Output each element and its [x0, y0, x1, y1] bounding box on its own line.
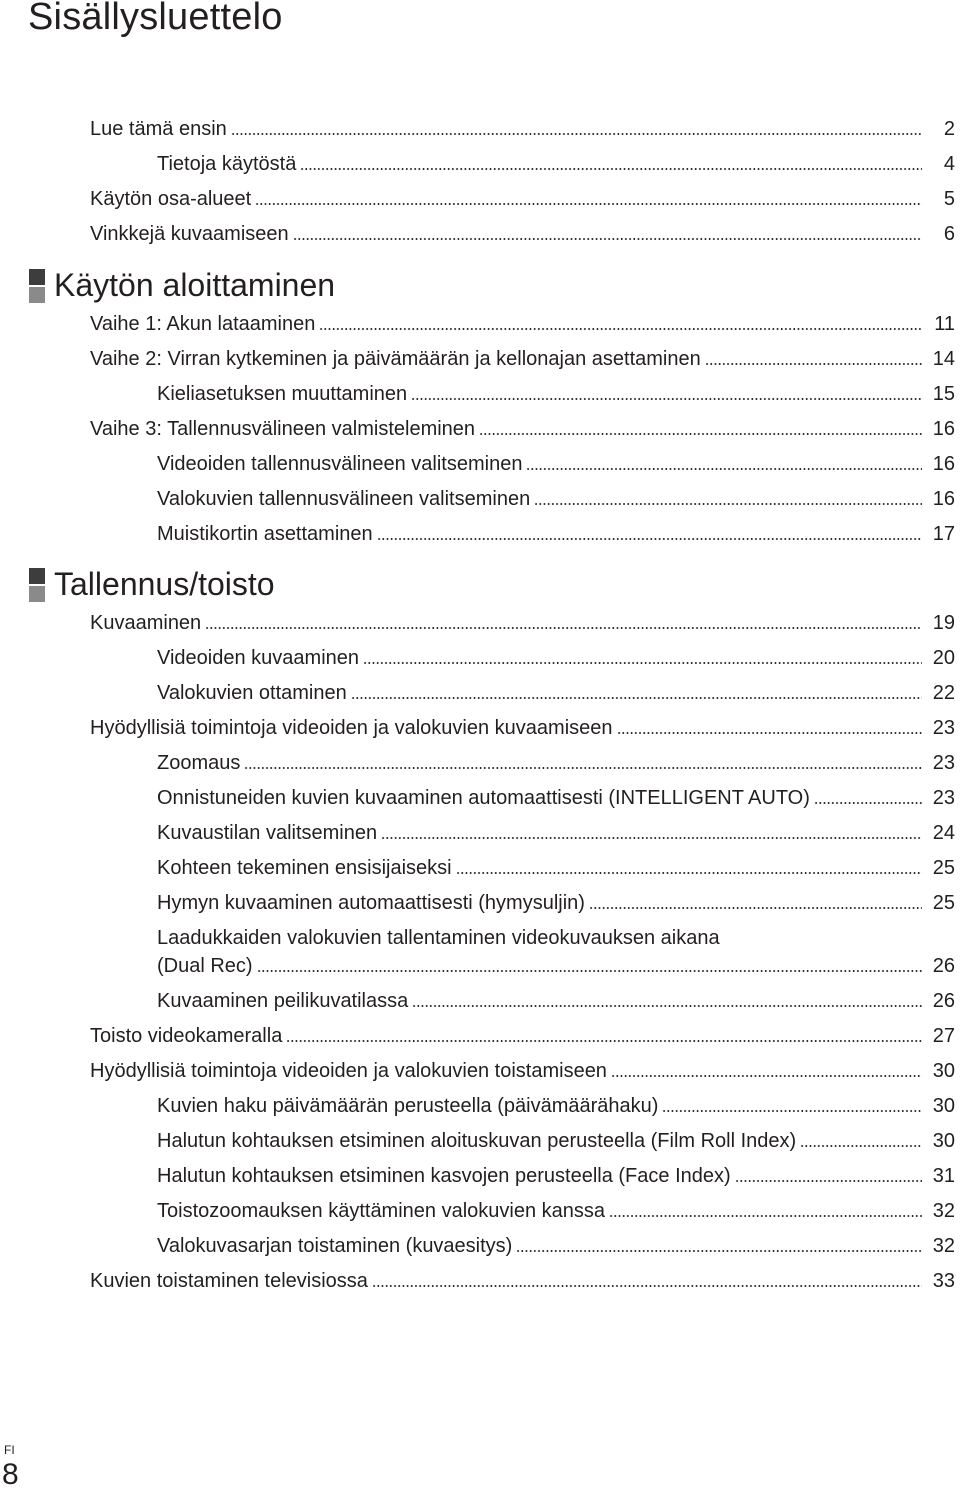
toc-page-number: 5 [943, 188, 955, 210]
dot-leader [293, 238, 922, 240]
toc-entry-label: Valokuvasarjan toistaminen (kuvaesitys) [157, 1235, 513, 1257]
toc-entry[interactable] [0, 1196, 960, 1226]
toc-page-number: 16 [932, 418, 955, 440]
toc-entry-label: Kuvien haku päivämäärän perusteella (päivämäärähaku) [157, 1095, 659, 1117]
dot-leader [381, 837, 922, 839]
toc-page-number: 4 [943, 153, 955, 175]
toc-page-number: 22 [932, 682, 955, 704]
toc-page-number: 25 [932, 857, 955, 879]
toc-entry[interactable] [0, 888, 960, 918]
dot-leader [611, 1075, 922, 1077]
toc-section-heading [0, 564, 960, 604]
dot-leader [589, 907, 922, 909]
dot-leader [411, 398, 922, 400]
toc-page-number: 14 [932, 348, 955, 370]
toc-page-number: 15 [932, 383, 955, 405]
toc-entry-label: Muistikortin asettaminen [157, 523, 373, 545]
toc-entry[interactable] [0, 449, 960, 479]
dot-leader [372, 1285, 922, 1287]
toc-entry-label: Vaihe 2: Virran kytkeminen ja päivämäärän ja kellonajan asettaminen [90, 348, 701, 370]
toc-page-number: 32 [932, 1235, 955, 1257]
section-title: Käytön aloittaminen [54, 267, 336, 303]
dot-leader [534, 503, 922, 505]
toc-page-number: 30 [932, 1095, 955, 1117]
footer-language-code: FI [4, 1443, 15, 1457]
toc-entry-label: Halutun kohtauksen etsiminen kasvojen perusteella (Face Index) [157, 1165, 731, 1187]
toc-entry[interactable] [0, 379, 960, 409]
toc-page-number: 27 [932, 1025, 955, 1047]
toc-entry-label: Kuvien toistaminen televisiossa [90, 1270, 368, 1292]
toc-page-number: 20 [932, 647, 955, 669]
section-marker-icon [29, 568, 45, 602]
dot-leader [526, 468, 922, 470]
toc-entry[interactable] [0, 713, 960, 743]
dot-leader [479, 433, 922, 435]
toc-entry[interactable] [0, 678, 960, 708]
toc-entry-label: Laadukkaiden valokuvien tallentaminen videokuvauksen aikana [157, 927, 720, 949]
toc-entry-label: Vaihe 3: Tallennusvälineen valmisteleminen [90, 418, 476, 440]
toc-entry[interactable] [0, 414, 960, 444]
toc-entry[interactable] [0, 114, 960, 144]
toc-entry-label-continuation: (Dual Rec) [157, 955, 253, 977]
toc-entry-label: Toistozoomauksen käyttäminen valokuvien kanssa [157, 1200, 606, 1222]
toc-entry-label: Videoiden tallennusvälineen valitseminen [157, 453, 523, 475]
footer-page-number: 8 [2, 1458, 19, 1491]
toc-entry-label: Valokuvien ottaminen [157, 682, 347, 704]
dot-leader [257, 970, 922, 972]
toc-entry-label: Kieliasetuksen muuttaminen [157, 383, 408, 405]
toc-entry-label: Tietoja käytöstä [157, 153, 297, 175]
dot-leader [255, 203, 922, 205]
toc-entry-label: Kohteen tekeminen ensisijaiseksi [157, 857, 452, 879]
toc-entry[interactable] [0, 519, 960, 549]
toc-entry-label: Kuvaaminen peilikuvatilassa [157, 990, 409, 1012]
toc-entry[interactable] [0, 484, 960, 514]
toc-page-number: 26 [932, 955, 955, 977]
dot-leader [412, 1005, 922, 1007]
dot-leader [244, 767, 922, 769]
toc-entry[interactable] [0, 748, 960, 778]
toc-entry[interactable] [0, 1126, 960, 1156]
dot-leader [300, 168, 922, 170]
toc-page-number: 30 [932, 1060, 955, 1082]
toc-entry-label: Zoomaus [157, 752, 241, 774]
toc-page-number: 16 [932, 488, 955, 510]
dot-leader [205, 627, 922, 629]
dot-leader [735, 1180, 922, 1182]
toc-entry-label: Videoiden kuvaaminen [157, 647, 360, 669]
toc-entry[interactable] [0, 923, 960, 985]
toc-page-number: 24 [932, 822, 955, 844]
toc-entry[interactable] [0, 219, 960, 249]
toc-entry[interactable] [0, 1161, 960, 1191]
toc-page-number: 26 [932, 990, 955, 1012]
toc-entry[interactable] [0, 1056, 960, 1086]
toc-page-number: 33 [932, 1270, 955, 1292]
toc-entry[interactable] [0, 1266, 960, 1296]
toc-entry[interactable] [0, 309, 960, 339]
dot-leader [319, 328, 922, 330]
dot-leader [351, 697, 922, 699]
toc-entry[interactable] [0, 1231, 960, 1261]
toc-entry-label: Lue tämä ensin [90, 118, 227, 140]
toc-entry[interactable] [0, 853, 960, 883]
dot-leader [363, 662, 922, 664]
toc-entry[interactable] [0, 1091, 960, 1121]
toc-page-number: 2 [943, 118, 955, 140]
toc-entry-label: Kuvaaminen [90, 612, 202, 634]
toc-entry[interactable] [0, 184, 960, 214]
toc-entry[interactable] [0, 608, 960, 638]
toc-page-number: 11 [934, 313, 955, 335]
toc-section-heading [0, 265, 960, 305]
toc-entry-label: Kuvaustilan valitseminen [157, 822, 378, 844]
toc-entry[interactable] [0, 149, 960, 179]
dot-leader [617, 732, 922, 734]
section-title: Tallennus/toisto [54, 566, 275, 602]
page-title: Sisällysluettelo [28, 0, 283, 38]
toc-page-number: 25 [932, 892, 955, 914]
toc-page-number: 23 [932, 787, 955, 809]
toc-entry[interactable] [0, 818, 960, 848]
toc-page-number: 32 [932, 1200, 955, 1222]
toc-page-number: 17 [932, 523, 955, 545]
toc-entry-label: Vaihe 1: Akun lataaminen [90, 313, 316, 335]
toc-entry[interactable] [0, 1021, 960, 1051]
toc-page-number: 30 [932, 1130, 955, 1152]
toc-page-number: 16 [932, 453, 955, 475]
toc-entry-label: Halutun kohtauksen etsiminen aloituskuvan perusteella (Film Roll Index) [157, 1130, 797, 1152]
dot-leader [456, 872, 922, 874]
toc-page-number: 31 [932, 1165, 955, 1187]
dot-leader [377, 538, 922, 540]
toc-page-number: 23 [932, 752, 955, 774]
toc-entry[interactable] [0, 643, 960, 673]
toc-entry[interactable] [0, 986, 960, 1016]
toc-entry-label: Hyödyllisiä toimintoja videoiden ja valokuvien toistamiseen [90, 1060, 607, 1082]
toc-entry-label: Toisto videokameralla [90, 1025, 283, 1047]
toc-entry[interactable] [0, 783, 960, 813]
dot-leader [662, 1110, 922, 1112]
toc-entry-label: Vinkkejä kuvaamiseen [90, 223, 289, 245]
dot-leader [800, 1145, 922, 1147]
dot-leader [231, 133, 922, 135]
dot-leader [609, 1215, 922, 1217]
dot-leader [705, 363, 922, 365]
toc-entry-label: Käytön osa-alueet [90, 188, 252, 210]
toc-entry-label: Valokuvien tallennusvälineen valitseminen [157, 488, 531, 510]
dot-leader [814, 802, 922, 804]
toc-entry[interactable] [0, 344, 960, 374]
toc-entry-label: Hyödyllisiä toimintoja videoiden ja valokuvien kuvaamiseen [90, 717, 613, 739]
dot-leader [286, 1040, 922, 1042]
toc-page-number: 23 [932, 717, 955, 739]
section-marker-icon [29, 269, 45, 303]
toc-page-number: 6 [943, 223, 955, 245]
toc-entry-label: Hymyn kuvaaminen automaattisesti (hymysuljin) [157, 892, 585, 914]
toc-page-number: 19 [932, 612, 955, 634]
dot-leader [516, 1250, 922, 1252]
toc-entry-label: Onnistuneiden kuvien kuvaaminen automaattisesti (INTELLIGENT AUTO) [157, 787, 810, 809]
